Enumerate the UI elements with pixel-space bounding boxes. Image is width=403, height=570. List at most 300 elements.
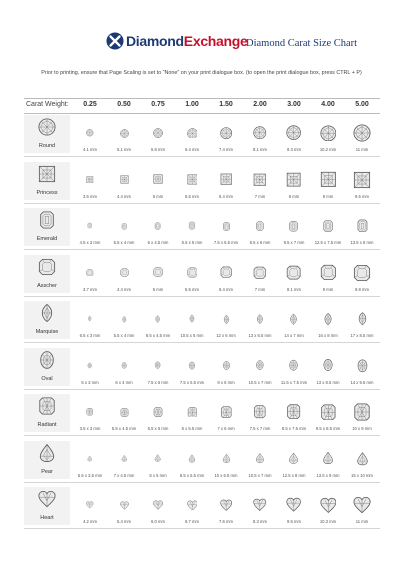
round-diamond-icon	[187, 128, 198, 139]
heart-cut-icon	[38, 490, 56, 508]
princess-diamond-icon	[353, 171, 371, 189]
size-cell	[243, 205, 277, 249]
size-cell	[73, 345, 107, 389]
size-mm-label: 4.5 x 3 mm	[79, 240, 101, 245]
size-mm-label: 10.3 mm	[319, 519, 337, 524]
carat-weight-3: 1.00	[185, 101, 199, 108]
size-mm-label: 4.1 mm	[83, 147, 97, 152]
heart-diamond-icon	[320, 497, 337, 514]
size-cell	[141, 438, 175, 482]
size-cell	[107, 345, 141, 389]
radiant-diamond-icon	[286, 404, 301, 419]
size-mm-label: 10.5 x 7 mm	[248, 472, 272, 478]
size-cell	[345, 345, 379, 389]
marquise-diamond-icon	[255, 311, 265, 327]
size-cell	[277, 438, 311, 482]
size-cell	[175, 484, 209, 528]
size-mm-label: 5.5 x 3.5 mm	[77, 472, 103, 478]
size-cell	[209, 438, 243, 482]
size-cell	[141, 484, 175, 528]
size-cell	[209, 391, 243, 435]
oval-cut-icon	[38, 351, 56, 369]
emerald-diamond-icon	[222, 219, 231, 234]
marquise-diamond-icon	[154, 313, 161, 325]
size-mm-label: 9 mm	[322, 193, 334, 199]
size-cell	[311, 298, 345, 342]
size-cell	[311, 159, 345, 203]
marquise-diamond-icon	[87, 314, 92, 323]
radiant-diamond-icon	[320, 404, 337, 421]
radiant-diamond-icon	[120, 408, 129, 417]
cut-cell	[24, 348, 70, 386]
size-mm-label: 7.5 x 5 mm	[147, 379, 169, 385]
size-cell	[277, 484, 311, 528]
pear-diamond-icon	[154, 452, 161, 464]
size-mm-label: 10 x 6.5 mm	[214, 472, 238, 478]
size-cell	[311, 484, 345, 528]
pear-diamond-icon	[356, 448, 369, 470]
size-cell	[345, 438, 379, 482]
round-diamond-icon	[86, 129, 94, 137]
size-cells	[73, 298, 380, 342]
cut-row-oval	[24, 345, 380, 390]
size-mm-label: 8 mm	[288, 193, 300, 199]
size-mm-label: 8 x 5 mm	[149, 472, 167, 478]
size-cell	[175, 391, 209, 435]
size-mm-label: 5.5 x 5 mm	[147, 426, 169, 431]
size-mm-label: 9.5 x 8.5 mm	[315, 426, 341, 431]
size-mm-label: 3.7 mm	[83, 286, 97, 292]
size-mm-label: 6 x 4.5 mm	[147, 240, 169, 245]
size-cell	[175, 205, 209, 249]
size-cell	[243, 252, 277, 296]
pear-diamond-icon	[255, 450, 265, 466]
emerald-diamond-icon	[154, 220, 161, 232]
print-instruction: Prior to printing, ensure that Page Scaling is set to "None" on your print dialogue box. (to open the print dialogue box, press CTRL + P)	[41, 70, 362, 76]
asscher-diamond-icon	[86, 269, 94, 277]
size-mm-label: 8.1 mm	[287, 286, 301, 292]
size-cell	[277, 298, 311, 342]
cut-row-marquise	[24, 298, 380, 343]
carat-weight-2: 0.75	[151, 101, 165, 108]
size-cell	[141, 345, 175, 389]
size-cell	[311, 345, 345, 389]
size-cell	[311, 112, 345, 156]
size-mm-label: 5.4 mm	[117, 519, 131, 524]
size-mm-label: 5.5 x 4 mm	[113, 240, 135, 245]
size-mm-label: 8.1 mm	[253, 147, 267, 152]
size-cell	[243, 391, 277, 435]
x-logo-icon	[106, 32, 124, 50]
carat-size-chart	[24, 98, 380, 524]
size-cell	[73, 438, 107, 482]
size-mm-label: 6.5 x 5 mm	[181, 240, 203, 245]
size-cell	[311, 252, 345, 296]
size-cell	[209, 252, 243, 296]
radiant-diamond-icon	[86, 408, 94, 416]
size-mm-label: 9 x 6 mm	[217, 379, 235, 385]
size-cell	[141, 391, 175, 435]
oval-diamond-icon	[222, 358, 231, 373]
marquise-diamond-icon	[322, 309, 334, 329]
cut-cell	[24, 301, 70, 339]
heart-diamond-icon	[353, 496, 371, 514]
carat-weight-0: 0.25	[83, 101, 97, 108]
size-cell	[243, 159, 277, 203]
size-mm-label: 7.5 x 5.5 mm	[213, 240, 239, 245]
marquise-diamond-icon	[222, 312, 231, 327]
cut-row-princess	[24, 159, 380, 204]
carat-weight-7: 4.00	[321, 101, 335, 108]
marquise-cut-icon	[38, 304, 56, 322]
size-cell	[175, 252, 209, 296]
cut-cell	[24, 255, 70, 293]
size-cell	[73, 391, 107, 435]
princess-diamond-icon	[120, 175, 129, 184]
size-mm-label: 5.5 x 4 mm	[113, 333, 135, 338]
pear-diamond-icon	[222, 451, 231, 466]
size-cells	[73, 252, 380, 296]
size-mm-label: 7 mm	[254, 286, 266, 292]
radiant-diamond-icon	[153, 407, 163, 417]
carat-weight-1: 0.50	[117, 101, 131, 108]
cut-row-asscher	[24, 252, 380, 297]
oval-diamond-icon	[356, 355, 369, 377]
marquise-diamond-icon	[121, 314, 127, 325]
size-cell	[175, 112, 209, 156]
size-cell	[107, 438, 141, 482]
size-cell	[345, 484, 379, 528]
asscher-diamond-icon	[353, 264, 371, 282]
carat-weight-8: 5.00	[355, 101, 369, 108]
cut-name: Heart	[40, 515, 54, 521]
size-mm-label: 11 mm	[355, 147, 369, 152]
size-mm-label: 9.8 mm	[355, 286, 369, 292]
size-cell	[209, 205, 243, 249]
size-mm-label: 5 mm	[152, 193, 164, 199]
size-mm-label: 10.5 x 7 mm	[248, 379, 272, 385]
radiant-cut-icon	[38, 397, 56, 415]
size-mm-label: 6.7 mm	[185, 519, 199, 524]
size-mm-label: 9.5 x 7 mm	[283, 240, 305, 245]
cut-row-heart	[24, 484, 380, 529]
emerald-diamond-icon	[121, 221, 127, 232]
size-cell	[345, 252, 379, 296]
cut-row-emerald	[24, 205, 380, 250]
size-cell	[345, 298, 379, 342]
size-cell	[141, 252, 175, 296]
size-mm-label: 9.3 mm	[287, 147, 301, 152]
size-cell	[311, 438, 345, 482]
size-mm-label: 12.5 x 7.5 mm	[314, 240, 342, 245]
cut-name: Emerald	[36, 236, 58, 242]
size-mm-label: 14 x 9.5 mm	[350, 379, 374, 385]
carat-weight-5: 2.00	[253, 101, 267, 108]
cut-cell	[24, 208, 70, 246]
size-mm-label: 7 x 4.5 mm	[113, 472, 135, 478]
size-cell	[243, 112, 277, 156]
size-mm-label: 12 x 6 mm	[216, 333, 236, 338]
size-cells	[73, 159, 380, 203]
asscher-diamond-icon	[220, 266, 232, 278]
princess-diamond-icon	[253, 173, 267, 187]
size-cell	[209, 112, 243, 156]
size-mm-label: 8.5 x 5.5 mm	[179, 472, 205, 478]
pear-diamond-icon	[121, 453, 127, 464]
cut-row-radiant	[24, 391, 380, 436]
princess-diamond-icon	[320, 171, 337, 188]
size-cell	[345, 159, 379, 203]
radiant-diamond-icon	[253, 405, 267, 419]
size-cells	[73, 391, 380, 435]
emerald-diamond-icon	[255, 218, 265, 234]
size-cell	[243, 484, 277, 528]
size-cell	[107, 484, 141, 528]
size-cell	[107, 391, 141, 435]
radiant-diamond-icon	[220, 406, 232, 418]
size-cell	[243, 438, 277, 482]
size-cell	[107, 112, 141, 156]
size-cell	[107, 298, 141, 342]
size-mm-label: 6.5 x 3 mm	[79, 333, 101, 338]
heart-diamond-icon	[220, 499, 232, 511]
round-diamond-icon	[286, 125, 301, 140]
size-mm-label: 3.5 x 3 mm	[79, 426, 101, 431]
size-mm-label: 6.4 mm	[219, 193, 233, 199]
round-diamond-icon	[220, 127, 232, 139]
asscher-diamond-icon	[253, 266, 267, 280]
size-cell	[209, 298, 243, 342]
size-mm-label: 8.3 mm	[253, 519, 267, 524]
size-mm-label: 9.5 mm	[355, 193, 369, 199]
cut-cell	[24, 115, 70, 153]
size-mm-label: 11 mm	[355, 519, 369, 524]
header	[0, 28, 403, 56]
emerald-diamond-icon	[188, 219, 196, 232]
size-mm-label: 6 x 4 mm	[115, 379, 133, 385]
size-mm-label: 7.5 x 7 mm	[249, 426, 271, 431]
size-mm-label: 13.5 x 8 mm	[350, 240, 374, 245]
heart-diamond-icon	[153, 500, 163, 510]
brand-logo	[126, 33, 248, 49]
princess-diamond-icon	[220, 173, 232, 185]
marquise-diamond-icon	[188, 312, 196, 325]
size-cell	[73, 112, 107, 156]
emerald-diamond-icon	[356, 215, 369, 237]
size-cells	[73, 112, 380, 156]
size-cell	[311, 391, 345, 435]
size-mm-label: 9.5 mm	[287, 519, 301, 524]
cut-cell	[24, 487, 70, 525]
oval-diamond-icon	[154, 359, 161, 371]
emerald-diamond-icon	[322, 216, 334, 236]
size-mm-label: 5 x 3 mm	[81, 379, 99, 385]
oval-diamond-icon	[288, 356, 299, 374]
size-cell	[175, 345, 209, 389]
heart-diamond-icon	[120, 501, 129, 510]
size-cell	[345, 205, 379, 249]
size-cell	[175, 438, 209, 482]
size-cell	[277, 205, 311, 249]
cut-name: Round	[38, 143, 56, 149]
cut-name: Pear	[41, 468, 53, 475]
heart-diamond-icon	[86, 501, 94, 509]
marquise-diamond-icon	[356, 308, 369, 330]
size-mm-label: 5.5 x 4.5 mm	[111, 426, 137, 431]
pear-diamond-icon	[288, 449, 299, 467]
size-cell	[141, 298, 175, 342]
princess-diamond-icon	[286, 172, 301, 187]
cut-row-round	[24, 112, 380, 157]
cut-name: Oval	[41, 375, 53, 382]
princess-diamond-icon	[86, 176, 94, 184]
radiant-diamond-icon	[187, 407, 198, 418]
cut-name: Radiant	[37, 422, 57, 428]
size-mm-label: 7.5 x 5.5 mm	[179, 379, 205, 385]
princess-diamond-icon	[187, 174, 198, 185]
emerald-diamond-icon	[87, 221, 92, 230]
size-mm-label: 12.5 x 8 mm	[282, 472, 306, 478]
size-mm-label: 6 x 5.5 mm	[181, 426, 203, 431]
radiant-diamond-icon	[353, 403, 371, 421]
size-cell	[73, 484, 107, 528]
oval-diamond-icon	[121, 360, 127, 371]
emerald-diamond-icon	[288, 217, 299, 235]
size-mm-label: 5.8 mm	[151, 147, 165, 152]
size-cell	[243, 345, 277, 389]
princess-cut-icon	[38, 165, 56, 183]
size-cell	[73, 252, 107, 296]
oval-diamond-icon	[87, 361, 92, 370]
cut-cell	[24, 394, 70, 432]
pear-diamond-icon	[87, 454, 92, 463]
size-cell	[107, 205, 141, 249]
size-cell	[277, 112, 311, 156]
oval-diamond-icon	[255, 357, 265, 373]
size-mm-label: 10 x 9 mm	[352, 426, 372, 431]
cut-row-pear	[24, 438, 380, 483]
marquise-diamond-icon	[288, 310, 299, 328]
size-cell	[107, 252, 141, 296]
size-mm-label: 9 mm	[322, 286, 334, 292]
heart-diamond-icon	[286, 497, 301, 512]
size-cell	[277, 391, 311, 435]
size-cell	[243, 298, 277, 342]
round-cut-icon	[38, 118, 56, 136]
pear-diamond-icon	[322, 448, 334, 468]
cut-name: Asscher	[37, 282, 57, 289]
oval-diamond-icon	[322, 355, 334, 375]
size-cell	[209, 484, 243, 528]
brand-name-part2: Exchange	[183, 33, 248, 49]
size-cell	[345, 112, 379, 156]
size-cell	[277, 252, 311, 296]
size-mm-label: 13 x 6.5 mm	[248, 333, 272, 338]
size-mm-label: 5 mm	[152, 286, 164, 292]
size-cell	[209, 345, 243, 389]
size-cell	[141, 159, 175, 203]
size-mm-label: 6.4 mm	[185, 147, 199, 152]
size-cells	[73, 205, 380, 249]
size-cell	[209, 159, 243, 203]
size-cells	[73, 484, 380, 528]
carat-weight-label: Carat Weight:	[26, 101, 69, 108]
emerald-cut-icon	[38, 211, 56, 229]
cut-cell	[24, 162, 70, 200]
size-mm-label: 8.5 x 4.5 mm	[145, 333, 171, 338]
size-mm-label: 10.2 mm	[319, 147, 337, 152]
asscher-cut-icon	[38, 258, 56, 276]
size-mm-label: 16 x 8 mm	[318, 333, 338, 338]
cut-name: Princess	[36, 189, 58, 196]
size-cell	[141, 205, 175, 249]
size-mm-label: 6.4 mm	[219, 286, 233, 292]
cut-name: Marquise	[35, 329, 59, 335]
round-diamond-icon	[320, 125, 337, 142]
heart-diamond-icon	[253, 498, 267, 512]
size-mm-label: 7 mm	[254, 193, 266, 199]
size-mm-label: 5.1 mm	[117, 147, 131, 152]
asscher-diamond-icon	[120, 268, 129, 277]
round-diamond-icon	[120, 129, 129, 138]
asscher-diamond-icon	[286, 265, 301, 280]
size-mm-label: 14 x 7 mm	[284, 333, 304, 338]
size-cells	[73, 345, 380, 389]
size-cell	[107, 159, 141, 203]
size-mm-label: 17 x 8.5 mm	[350, 333, 374, 338]
asscher-diamond-icon	[320, 264, 337, 281]
size-cell	[277, 159, 311, 203]
size-mm-label: 8.5 x 7.5 mm	[281, 426, 307, 431]
size-mm-label: 4.4 mm	[117, 193, 131, 199]
asscher-diamond-icon	[187, 267, 198, 278]
princess-diamond-icon	[153, 174, 163, 184]
carat-weight-4: 1.50	[219, 101, 233, 108]
size-cell	[73, 159, 107, 203]
size-cell	[175, 159, 209, 203]
size-mm-label: 7.4 mm	[219, 147, 233, 152]
cut-cell	[24, 441, 70, 479]
size-mm-label: 13.5 x 9 mm	[316, 472, 340, 478]
size-mm-label: 3.5 mm	[83, 193, 97, 199]
size-cell	[345, 391, 379, 435]
size-mm-label: 11.5 x 7.5 mm	[280, 379, 308, 385]
size-cell	[175, 298, 209, 342]
pear-diamond-icon	[188, 452, 196, 465]
size-mm-label: 7.6 mm	[219, 519, 233, 524]
document-title: Diamond Carat Size Chart	[246, 38, 358, 49]
round-diamond-icon	[353, 124, 371, 142]
round-diamond-icon	[253, 126, 267, 140]
size-cell	[311, 205, 345, 249]
asscher-diamond-icon	[153, 267, 163, 277]
round-diamond-icon	[153, 128, 163, 138]
heart-diamond-icon	[187, 500, 198, 511]
size-mm-label: 7 x 6 mm	[217, 426, 235, 431]
carat-weight-6: 3.00	[287, 101, 301, 108]
size-cells	[73, 438, 380, 482]
size-mm-label: 13 x 8.5 mm	[316, 379, 340, 385]
size-mm-label: 6.0 mm	[151, 519, 165, 524]
brand-name-part1: Diamond	[126, 33, 184, 49]
size-mm-label: 5.5 mm	[185, 193, 199, 199]
size-mm-label: 15 x 10 mm	[351, 472, 373, 478]
size-mm-label: 4.4 mm	[117, 286, 131, 292]
size-mm-label: 5.5 mm	[185, 286, 199, 292]
size-cell	[73, 298, 107, 342]
size-cell	[141, 112, 175, 156]
size-cell	[277, 345, 311, 389]
